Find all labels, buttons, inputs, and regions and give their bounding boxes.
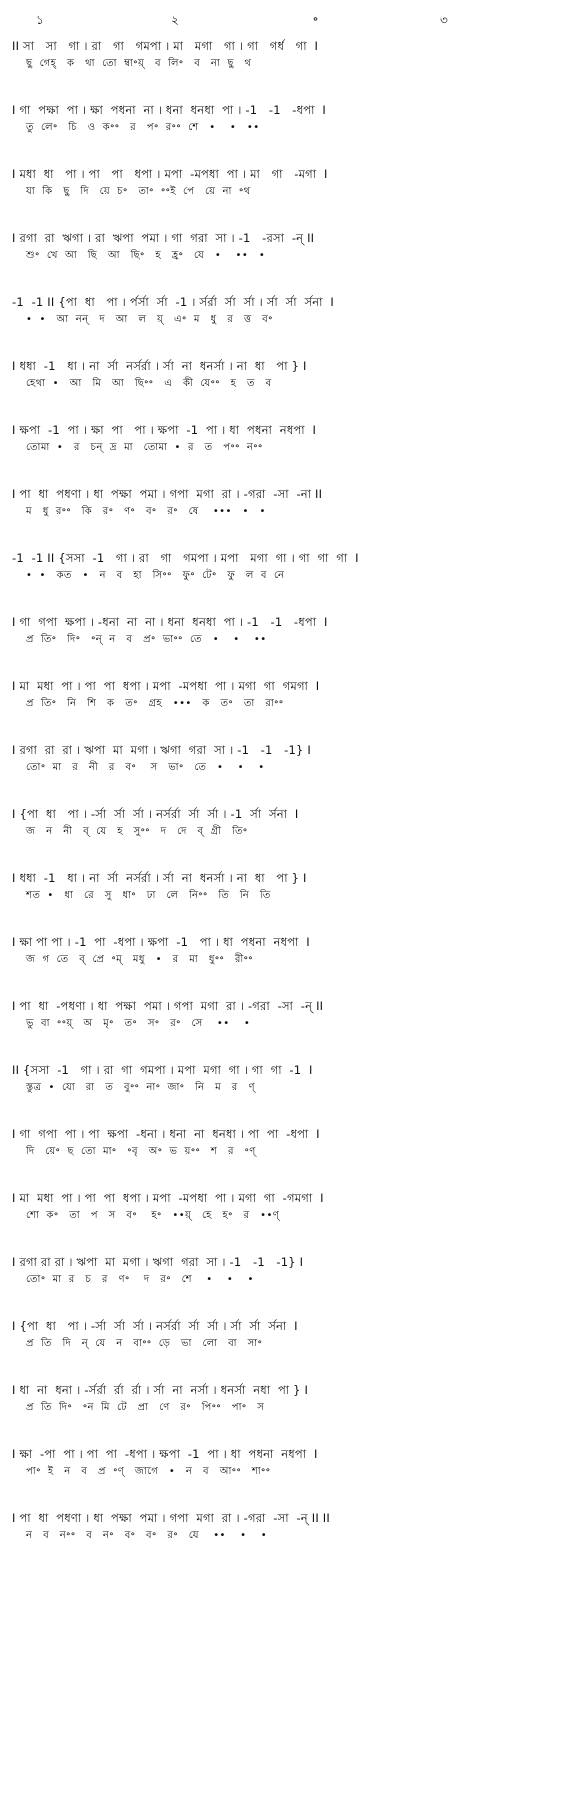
swaralipi-notes-line: II {সসা -1 গা । রা গা গমপা । মপা মগা গা । গা গা -1 I [12, 1063, 313, 1077]
notation-block [12, 36, 568, 72]
lyrics-line: যা কি ছু দি য়ে চ॰ তা॰ ॰॰ই পে য়ে না ॰থ [26, 186, 251, 197]
swaralipi-notes-line: I ধা না ধনা । -র্সর্রা র্রা র্রা । র্সা না নর্সা । ধনর্সা নধা পা } I [12, 1383, 309, 1397]
swaralipi-notes-line: I গা পক্ষা পা । ক্ষা পধনা না । ধনা ধনধা পা । -1 -1 -ধপা I [12, 103, 326, 117]
lyrics-line: ন ব ন॰॰ ব ন॰ ব॰ ব॰ র॰ যে •• • • [26, 1530, 268, 1541]
swaralipi-notes-line: -1 -1 II {সসা -1 গা । রা গা গমপা । মপা মগা গা । গা গা গা I [12, 551, 359, 565]
lyrics-line: ভু বা ॰॰য়্‌ অ মৃ॰ ত॰ স॰ র॰ সে •• • [26, 1018, 251, 1029]
swaralipi-notes-line: II সা সা গা । রা গা গমপা । মা মগা গা । গা গর্ধ গা I [12, 39, 319, 53]
beat-number-2: ২ [171, 13, 179, 27]
swaralipi-notes-line: I {পা ধা পা । -র্সা র্সা র্সা । নর্সর্রা র্সা র্সা । র্সা র্সা র্সনা I [12, 1319, 298, 1333]
swaralipi-notes-line: I ক্ষা -পা পা । পা পা -ধপা । ক্ষপা -1 পা । ধা পধনা নধপা I [12, 1447, 318, 1461]
swaralipi-notes-line: I রগা রা ঋগা । রা ঋপা পমা । গা গরা সা । -1 -রসা -ন্‌ II [12, 231, 315, 245]
lyrics-line: প্র তি দি॰ ॰ন মি টে প্রা ণে র॰ পি॰॰ পা॰ স [26, 1402, 265, 1413]
beat-number-4: ৩ [440, 13, 448, 27]
notation-block [12, 996, 568, 1032]
notation-block [12, 548, 568, 584]
lyrics-line: • • কত • ন ব হা সি॰॰ ফু॰ টে॰ ফু ল ব নে [26, 570, 285, 581]
lyrics-line: পা॰ ই ন ব প্র ॰ণ্‌ জাগে • ন ব আ॰॰ শা॰॰ [26, 1466, 271, 1477]
notation-block [12, 100, 568, 136]
lyrics-line: ছু গেহ্ ক থা তো ম্বা॰য়্ ব লি॰ ব না ছু থ [26, 58, 252, 69]
notation-block [12, 164, 568, 200]
swaralipi-notes-line: I রগা রা রা । ঋপা মা মগা । ঋগা গরা সা । -1 -1 -1} I [12, 743, 311, 757]
swaralipi-notes-line: I ক্ষপা -1 পা । ক্ষা পা পা । ক্ষপা -1 পা । ধা পধনা নধপা I [12, 423, 317, 437]
notation-block [12, 1124, 568, 1160]
swaralipi-notes-line: I পা ধা -পধণা । ধা পক্ষা পমা । গপা মগা রা । -গরা -সা -ন্‌ II [12, 999, 324, 1013]
lyrics-line: তো॰ মা র নী র ব॰ স ভা॰ তে • • • [26, 762, 265, 773]
lyrics-line: শো ক॰ তা প স ব॰ হ॰ ••য়্‌ হে হ॰ র ••ণ্‌ [26, 1210, 280, 1221]
lyrics-line: তোমা • র চন্‌ দ্র মা তোমা • র ত প॰॰ ন॰॰ [26, 442, 263, 453]
lyrics-line: স্তুত্র • যো রা ত বু॰॰ না॰ জা॰ নি ম র ণ্‌ [26, 1082, 255, 1093]
notation-block [12, 1188, 568, 1224]
notation-block [12, 1060, 568, 1096]
lyrics-line: দি য়ে॰ ছ তো মা॰ ॰বৃ অ॰ ভ য়॰॰ শ র ॰ণ্‌ [26, 1146, 256, 1157]
notation-block [12, 1444, 568, 1480]
lyrics-line: তু লে॰ চি ও ক॰॰ র প॰ র॰॰ শে • • •• [26, 122, 260, 133]
beat-number-3: ॰ [313, 13, 319, 27]
notation-block [12, 612, 568, 648]
lyrics-line: প্র তি॰ নি শি ক ত॰ গ্রহ ••• ক ত॰ তা রা॰॰ [26, 698, 284, 709]
swaralipi-notes-line: I {পা ধা পা । -র্সা র্সা র্সা । নর্সর্রা র্সা র্সা । -1 র্সা র্সনা I [12, 807, 299, 821]
swaralipi-notes-line: I পা ধা পধণা । ধা পক্ষা পমা । গপা মগা রা । -গরা -সা -ন্‌ II II [12, 1511, 330, 1525]
lyrics-line: প্র তি দি ন্‌ যে ন বা॰॰ ড়ে ভা লো বা সা॰ [26, 1338, 263, 1349]
swaralipi-notes-line: I পা ধা পধণা । ধা পক্ষা পমা । গপা মগা রা । -গরা -সা -না II [12, 487, 323, 501]
notation-block [12, 356, 568, 392]
lyrics-line: শু॰ খে আ ছি আ ছি॰ হ হ্র॰ যে • •• • [26, 250, 266, 261]
lyrics-line: শত • ধা রে সু ধা॰ ঢা লে নি॰॰ তি নি তি [26, 890, 271, 901]
notation-block [12, 740, 568, 776]
notation-block [12, 484, 568, 520]
notation-block [12, 1316, 568, 1352]
notation-block [12, 228, 568, 264]
lyrics-line: হেথা • আ মি আ ছি॰॰ এ কী যে॰॰ হ ত ব [26, 378, 272, 389]
beat-number-1: ১ [36, 13, 44, 27]
notation-block [12, 868, 568, 904]
swaralipi-notes-line: I রগা রা রা । ঋপা মা মগা । ঋগা গরা সা । -1 -1 -1} I [12, 1255, 304, 1269]
swaralipi-notes-line: I মধা ধা পা । পা পা ধপা । মপা -মপধা পা । মা গা -মগা I [12, 167, 328, 181]
swaralipi-notes-line: I গা গপা ক্ষপা । -ধনা না না । ধনা ধনধা পা । -1 -1 -ধপা I [12, 615, 328, 629]
swaralipi-notes-line: I ধধা -1 ধা । না র্সা নর্সর্রা । র্সা না ধনর্সা । না ধা পা } I [12, 871, 307, 885]
swaralipi-notes-line: I ক্ষা পা পা । -1 পা -ধপা । ক্ষপা -1 পা । ধা পধনা নধপা I [12, 935, 310, 949]
notation-block [12, 932, 568, 968]
notation-block [12, 1380, 568, 1416]
lyrics-line: • • আ নন্‌ দ আ ল য়্ এ॰ ম ধু র ত্ত ব॰ [26, 314, 273, 325]
swaralipi-notes-line: I ধধা -1 ধা । না র্সা নর্সর্রা । র্সা না ধনর্সা । না ধা পা } I [12, 359, 307, 373]
lyrics-line: প্র তি॰ দি॰ ॰ন্‌ ন ব প্র॰ ভা॰॰ তে • • •• [26, 634, 267, 645]
swaralipi-notes-line: I গা গপা পা । পা ক্ষপা -ধনা । ধনা না ধনধা । পা পা -ধপা I [12, 1127, 320, 1141]
notation-block [12, 804, 568, 840]
notation-block [12, 292, 568, 328]
lyrics-line: ম ধু র॰॰ কি র॰ ণ॰ ব॰ র॰ ষে ••• • • [26, 506, 266, 517]
lyrics-line: তো॰ মা র চ র ণ॰ দ র॰ শে • • • [26, 1274, 254, 1285]
swaralipi-notes-line: I মা মধা পা । পা পা ধপা । মপা -মপধা পা । মগা গা গমগা I [12, 679, 320, 693]
lyrics-line: জ গ তে ব্‌ প্রে ॰ম্‌ মধু • র মা ধু॰॰ রী॰॰ [26, 954, 253, 965]
swaralipi-notes-line: -1 -1 II {পা ধা পা । র্পর্সা র্সা -1 । র্সর্রা র্সা র্সা । র্সা র্সা র্সনা I [12, 295, 334, 309]
lyrics-line: জ ন নী ব্‌ যে হ সু॰॰ দ দে ব্‌ গ্রী তি॰ [26, 826, 248, 837]
beat-number-header [0, 8, 580, 32]
notation-block [12, 420, 568, 456]
swaralipi-notes-line: I মা মধা পা । পা পা ধপা । মপা -মপধা পা । মগা গা -গমগা I [12, 1191, 324, 1205]
notation-block [12, 1508, 568, 1544]
notation-block [12, 676, 568, 712]
notation-block [12, 1252, 568, 1288]
